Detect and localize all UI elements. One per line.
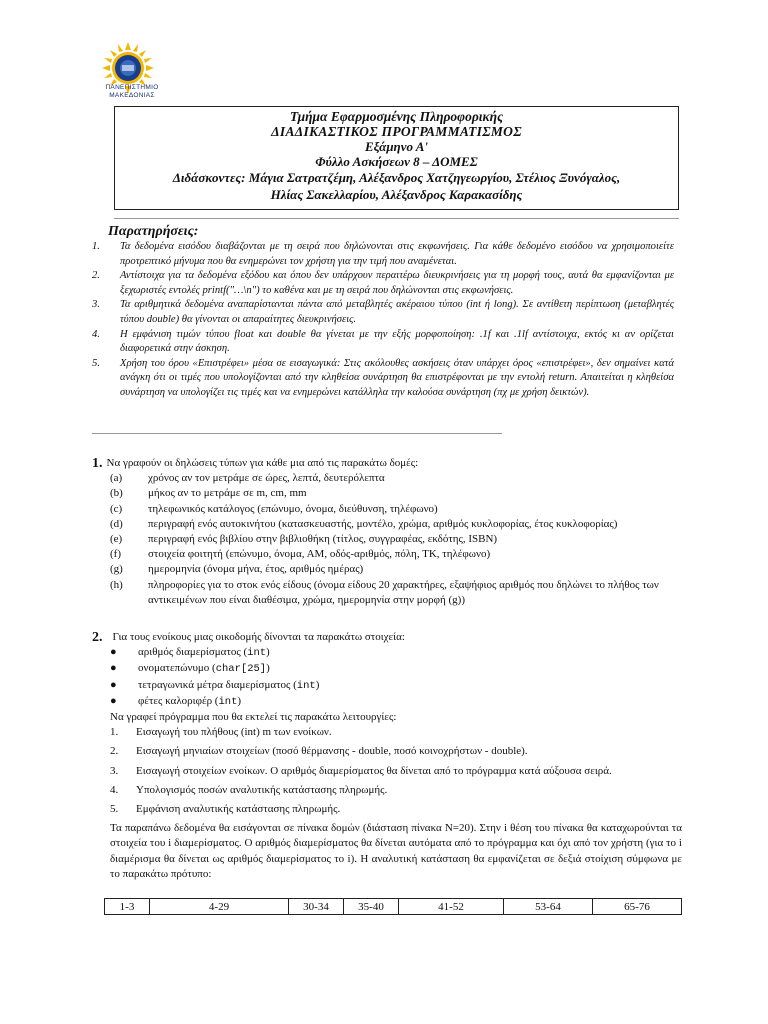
note-text: Χρήση του όρου «Επιστρέφει» μέσα σε εισαγωγικά: Στις ακόλουθες ασκήσεις όταν υπάρχει όρος «επιστρέφει», δεν σημαίνει κατά ανάγκη ότι οι τιμές που υπολογίζονται από την κληθείσα συνάρτηση θα επιστρέφονται με την εντολή return. Απαιτείται η κληθείσα συνάρτηση να υπολογίζει τις τιμές και να ενημερώνει κατάλληλα την καλούσα συνάρτηση (πχ με χρήση δεικτών). [120, 357, 674, 398]
list-item [92, 547, 682, 562]
step-number: 3. [110, 764, 119, 777]
list-item [92, 532, 682, 547]
table-cell: 41-52 [399, 899, 504, 915]
step-number: 2. [110, 745, 119, 758]
bullet-after: ) [237, 694, 242, 707]
bullet-text: τετραγωνικά μέτρα διαμερίσματος ( [138, 678, 297, 691]
note-text: Τα αριθμητικά δεδομένα αναπαρίστανται πάντα από μεταβλητές ακέραιου τύπου (int ή long). Σε αντίθετη περίπτωση (μεταβλητές τύπου double) θα γίνονται οι απαραίτητες διευκρινήσεις. [120, 299, 674, 325]
note-item [92, 298, 674, 327]
question-intro: Για τους ενοίκους μιας οικοδομής δίνονται τα παρακάτω στοιχεία: [112, 631, 405, 643]
note-text: Αντίστοιχα για τα δεδομένα εξόδου και όπου δεν υπάρχουν περαιτέρω διευκρινήσεις για τη μορφή τους, αυτά θα εμφανίζονται με ξεχωριστές εντολές printf("…\n") το καθένα και με τη σειρά που δηλώνονται στις εκφωνήσεις. [120, 270, 674, 296]
notes-list [92, 240, 674, 401]
note-number: 1. [92, 241, 100, 252]
header-box [114, 106, 679, 210]
note-item [92, 269, 674, 298]
bullet-code: int [247, 647, 267, 660]
item-label: (f) [110, 548, 121, 561]
bullet-icon: ● [110, 662, 117, 675]
step-item [92, 744, 682, 759]
bullet-icon: ● [110, 678, 117, 691]
note-text: Τα δεδομένα εισόδου διαβάζονται με τη σειρά που δηλώνονται στις εκφωνήσεις. Για κάθε δεδομένο εισόδου να χρησιμοποιείτε προτρεπτικό μήνυμα που θα ενημερώνει τον χρήστη για την τιμή που αναμένεται. [120, 241, 674, 267]
question-1-header [92, 456, 682, 471]
item-text: περιγραφή ενός βιβλίου στην βιβλιοθήκη (τίτλος, συγγραφέας, εκδότης, ISBN) [148, 533, 498, 546]
column-template-table [104, 898, 682, 915]
bullet-after: ) [266, 662, 270, 675]
step-item [92, 802, 682, 817]
logo-line2: ΜΑΚΕΔΟΝΙΑΣ [109, 91, 155, 99]
list-item [92, 562, 682, 577]
note-item [92, 240, 674, 269]
note-item [92, 328, 674, 357]
question-2-header [92, 630, 682, 645]
item-text: μήκος αν το μετράμε σε m, cm, mm [148, 487, 307, 500]
step-text: Εισαγωγή μηνιαίων στοιχείων (ποσό θέρμανσης - double, ποσό κοινοχρήστων - double). [136, 745, 528, 758]
bullet-item [92, 694, 682, 710]
teachers-line1: Διδάσκοντες: Μάγια Σατρατζέμη, Αλέξανδρος Χατζηγεωργίου, Στέλιος Ξυνόγαλος, [172, 170, 621, 185]
table-cell: 1-3 [105, 899, 150, 915]
item-label: (c) [110, 502, 123, 515]
bullet-after: ) [315, 678, 320, 691]
question-number: 2. [92, 630, 103, 645]
item-text: τηλεφωνικός κατάλογος (επώνυμο, όνομα, διεύθυνση, τηλέφωνο) [148, 502, 438, 515]
table-row [105, 899, 682, 915]
bullet-after: ) [266, 646, 270, 659]
bullet-text: φέτες καλοριφέρ ( [138, 694, 219, 707]
bullet-item [92, 678, 682, 694]
step-text: Εισαγωγή του πλήθους (int) m των ενοίκων. [136, 726, 332, 739]
step-text: Εμφάνιση αναλυτικής κατάστασης πληρωμής. [136, 803, 341, 816]
list-item [92, 578, 682, 608]
table-cell: 30-34 [289, 899, 344, 915]
bullet-text: ονοματεπώνυμο ( [138, 662, 216, 675]
bullet-code: char[25] [215, 663, 267, 676]
notes-title: Παρατηρήσεις: [108, 224, 199, 239]
question-2 [92, 630, 682, 882]
bullet-item [92, 661, 682, 677]
step-number: 4. [110, 783, 119, 796]
bullet-item [92, 645, 682, 661]
step-number: 1. [110, 726, 119, 739]
teachers-line2: Ηλίας Σακελλαρίου, Αλέξανδρος Καρακασίδης [270, 187, 523, 202]
item-text: στοιχεία φοιτητή (επώνυμο, όνομα, ΑΜ, οδός-αριθμός, πόλη, ΤΚ, τηλέφωνο) [148, 548, 491, 561]
bullet-icon: ● [110, 694, 117, 707]
list-item [92, 486, 682, 501]
bullet-text: αριθμός διαμερίσματος ( [138, 646, 248, 659]
item-text: περιγραφή ενός αυτοκινήτου (κατασκευαστής, μοντέλο, χρώμα, αριθμός κυκλοφορίας, έτος κυκλοφορίας) [148, 517, 618, 530]
list-item [92, 517, 682, 532]
department-title: Τμήμα Εφαρμοσμένης Πληροφορικής [289, 109, 504, 124]
item-label: (a) [110, 472, 123, 485]
logo-line1: ΠΑΝΕΠΙΣΤΗΜΙΟ [105, 84, 159, 91]
item-text: ημερομηνία (όνομα μήνα, έτος, αριθμός ημέρας) [148, 563, 364, 576]
list-item [92, 471, 682, 486]
course-title: ΔΙΑΔΙΚΑΣΤΙΚΟΣ ΠΡΟΓΡΑΜΜΑΤΙΣΜΟΣ [271, 124, 522, 139]
item-text: χρόνος αν τον μετράμε σε ώρες, λεπτά, δευτερόλεπτα [148, 472, 385, 485]
program-intro: Να γραφεί πρόγραμμα που θα εκτελεί τις παρακάτω λειτουργίες: [110, 711, 397, 724]
semester: Εξάμηνο Α' [364, 139, 429, 154]
step-number: 5. [110, 803, 119, 816]
question-intro: Να γραφούν οι δηλώσεις τύπων για κάθε μια από τις παρακάτω δομές: [106, 457, 419, 469]
step-item [92, 725, 682, 740]
closing-paragraph: Τα παραπάνω δεδομένα θα εισάγονται σε πίνακα δομών (διάσταση πίνακα N=20). Στην i θέση του πίνακα θα καταχωρούνται τα στοιχεία του i διαμερίσματος. Ο αριθμός διαμερίσματος θα δίνεται αυτόματα από το πρόγραμμα και όχι από τον χρήστη (για το i διαμέρισμα θα δίνεται ως αριθμός διαμερίσματος το i). Η αναλυτική κατάσταση θα εμφανίζεται σε δεξιά στοίχιση σύμφωνα με το παρακάτω πρότυπο: [110, 822, 682, 880]
table-cell: 4-29 [150, 899, 289, 915]
sheet-title: Φύλλο Ασκήσεων 8 – ΔΟΜΕΣ [315, 154, 478, 169]
item-label: (b) [110, 487, 123, 500]
step-item [92, 764, 682, 779]
note-number: 3. [92, 299, 100, 311]
question-number: 1. [92, 456, 103, 471]
divider-notes [92, 433, 502, 434]
step-text: Υπολογισμός ποσών αναλυτικής κατάστασης πληρωμής. [136, 783, 388, 796]
note-number: 5. [92, 357, 100, 369]
item-label: (g) [110, 563, 123, 576]
question-1 [92, 456, 682, 608]
bullet-icon: ● [110, 646, 117, 659]
note-text: Η εμφάνιση τιμών τύπου float και double θα γίνεται με την εξής μορφοποίηση: .1f και .1lf αντίστοιχα, εκτός κι αν ορίζεται διαφορετικά στην άσκηση. [120, 328, 674, 355]
note-item [92, 357, 674, 401]
bullet-code: int [218, 695, 238, 708]
table-cell: 53-64 [504, 899, 593, 915]
step-text: Εισαγωγή στοιχείων ενοίκων. Ο αριθμός διαμερίσματος θα δίνεται από το πρόγραμμα κατά αύξουσα σειρά. [136, 764, 612, 777]
bullet-code: int [296, 679, 316, 692]
item-label: (d) [110, 517, 123, 530]
logo-caption [92, 84, 172, 99]
note-number: 2. [92, 270, 100, 282]
note-number: 4. [92, 328, 100, 340]
divider-top [114, 218, 679, 219]
item-text: πληροφορίες για το στοκ ενός είδους (όνομα είδους 20 χαρακτήρες, εξαψήφιος αριθμός που δηλώνει το πλήθος των αντικειμένων που είναι διαθέσιμα, χρώμα, ημερομηνία στην μορφή (g)) [148, 578, 659, 606]
step-item [92, 783, 682, 798]
item-label: (e) [110, 533, 123, 546]
table-cell: 65-76 [593, 899, 682, 915]
list-item [92, 502, 682, 517]
table-cell: 35-40 [344, 899, 399, 915]
item-label: (h) [110, 578, 123, 591]
